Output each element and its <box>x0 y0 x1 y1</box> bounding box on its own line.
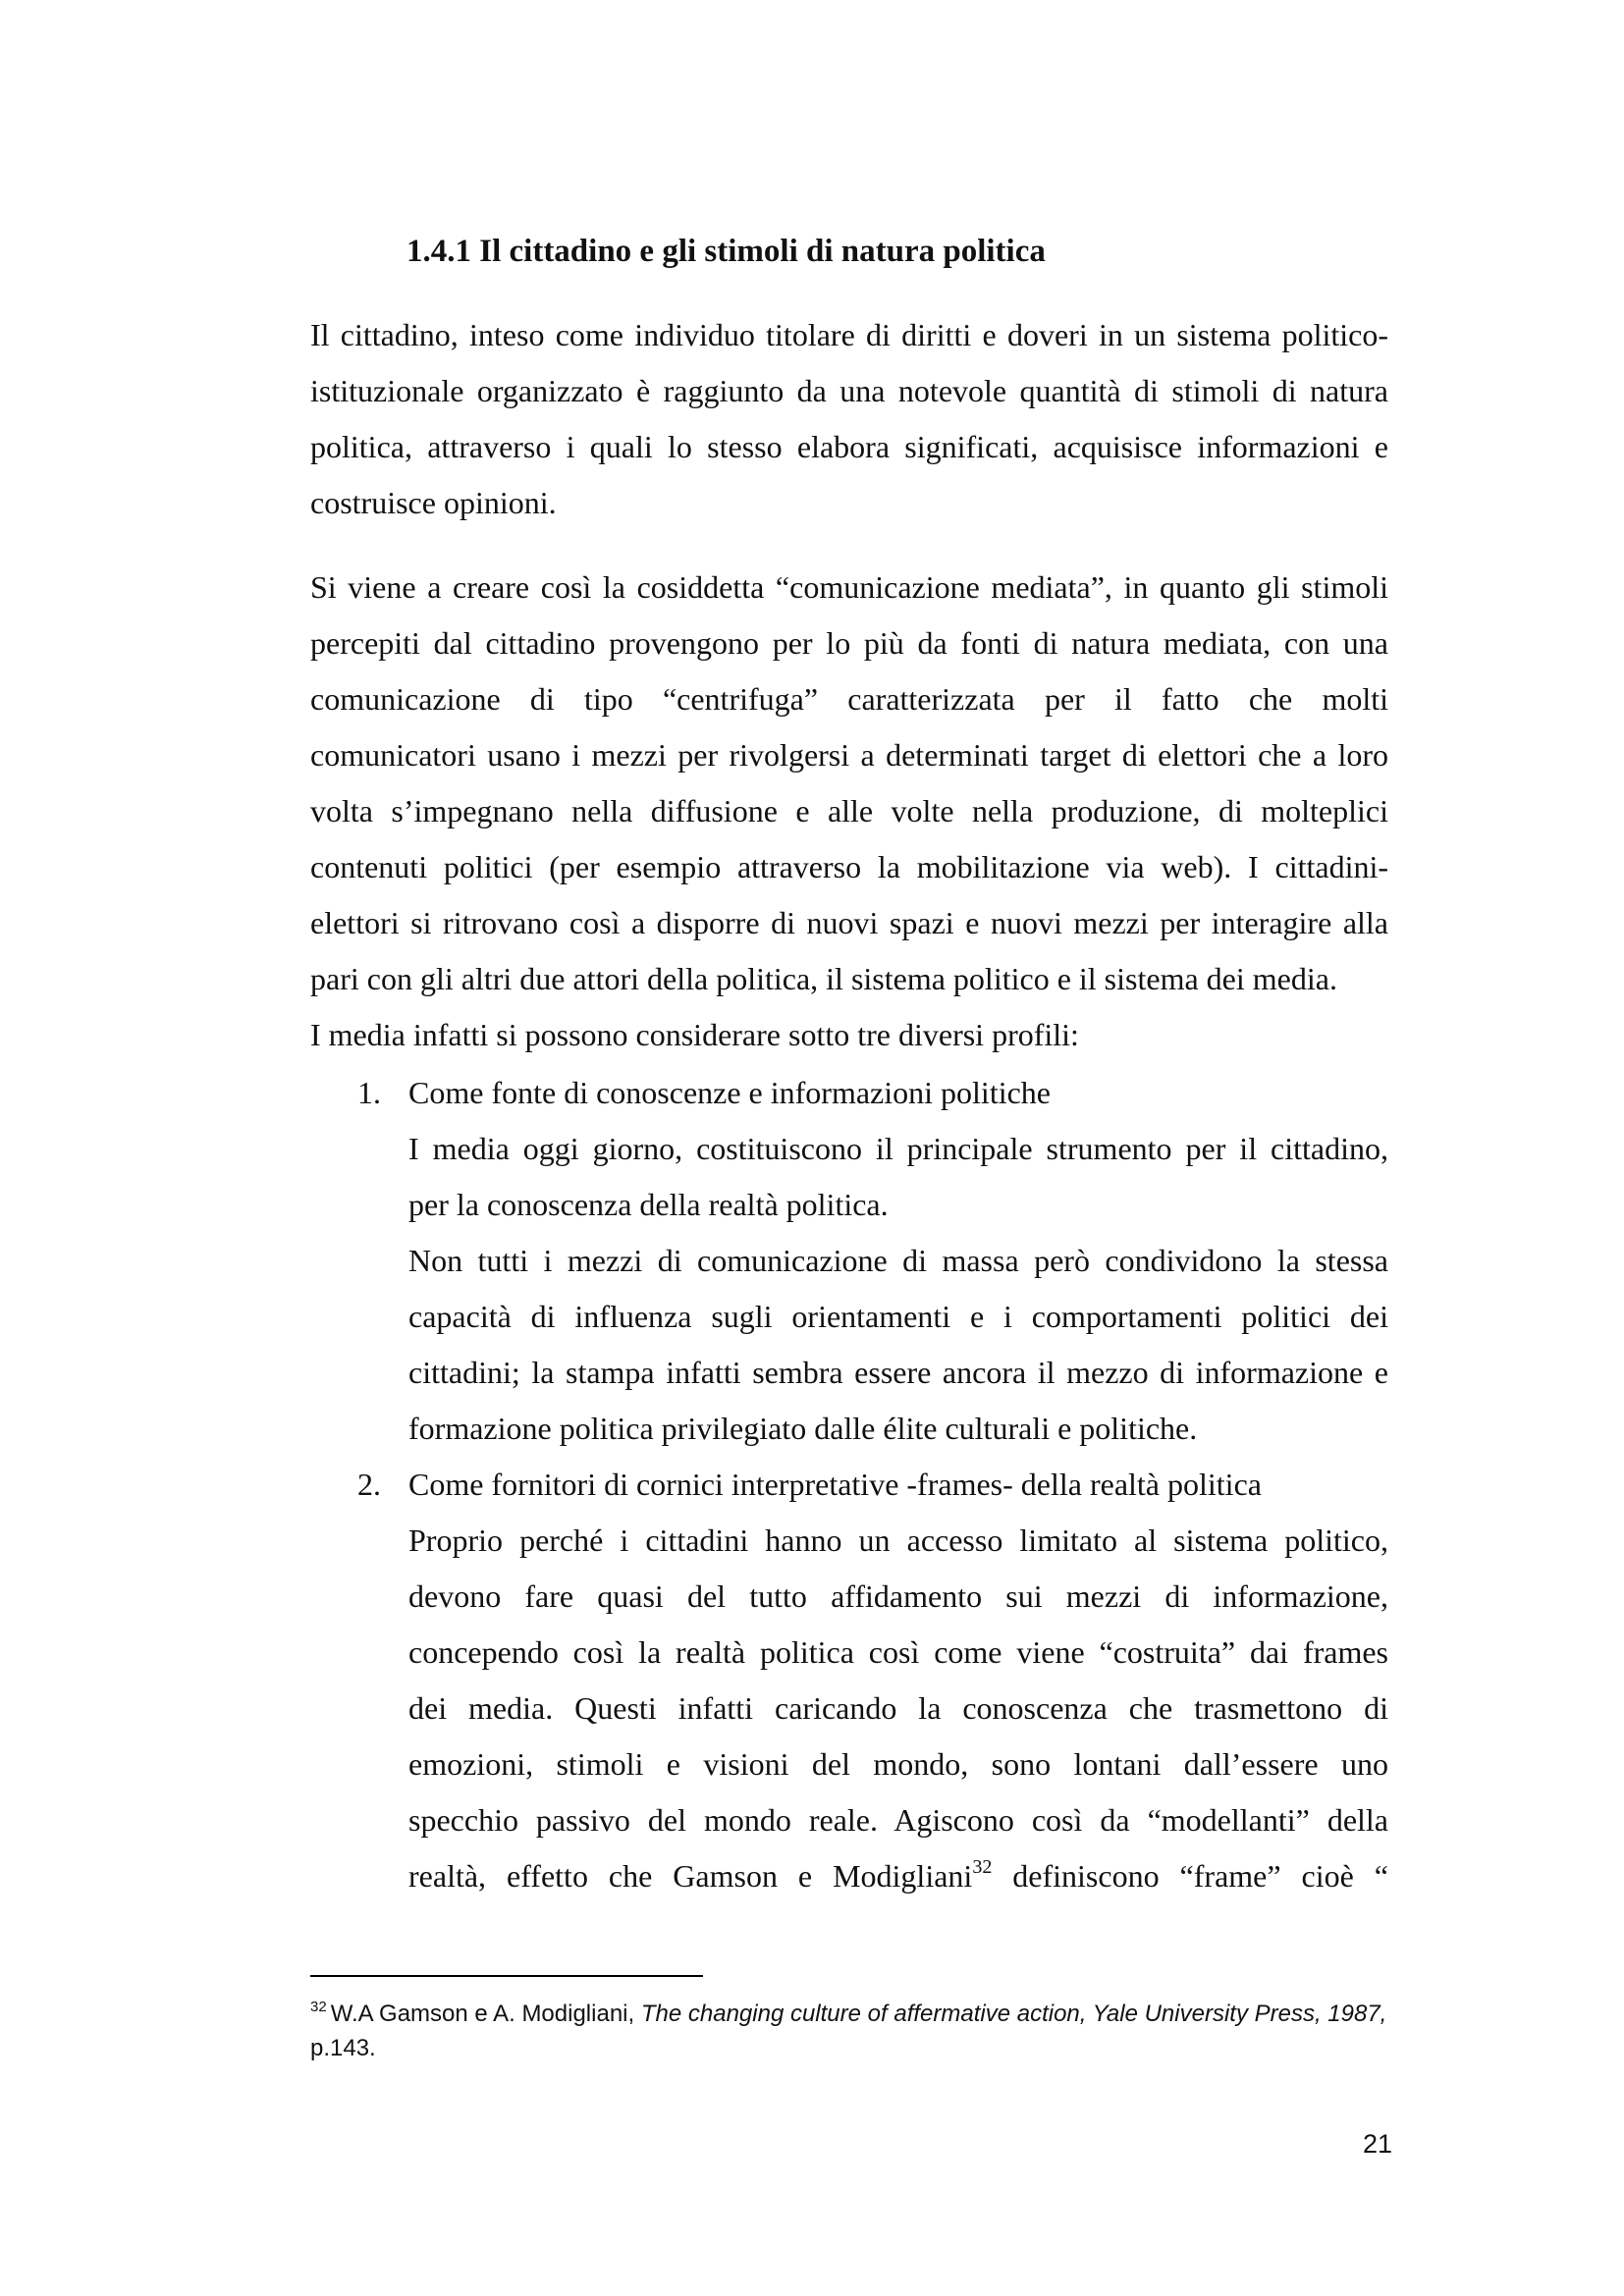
list-item-title: Come fornitori di cornici interpretative -frames- della realtà politica <box>408 1467 1262 1502</box>
paragraph-2 <box>310 560 1388 1063</box>
list-line: capacità di influenza sugli orientamenti e i comportamenti politici dei <box>408 1299 1388 1334</box>
page-number: 21 <box>1363 2129 1393 2159</box>
footnote <box>310 1999 1388 2064</box>
list-item <box>310 1065 1388 1457</box>
paragraph-1 <box>310 307 1388 531</box>
list-item-number: 2. <box>357 1467 381 1502</box>
paragraph-line: costruisce opinioni. <box>310 485 557 520</box>
list-item-title-row <box>310 1065 1388 1121</box>
list-item-body <box>310 1121 1388 1457</box>
paragraph-line: percepiti dal cittadino provengono per lo più da fonti di natura mediata, con una <box>310 625 1388 661</box>
list-item-number: 1. <box>357 1075 381 1110</box>
paragraph-line: pari con gli altri due attori della politica, il sistema politico e il sistema dei media. <box>310 961 1337 996</box>
list-line: Non tutti i mezzi di comunicazione di massa però condividono la stessa <box>408 1243 1388 1278</box>
list-line: I media oggi giorno, costituiscono il principale strumento per il cittadino, <box>408 1131 1388 1166</box>
section-heading: 1.4.1 Il cittadino e gli stimoli di natura politica <box>406 234 1046 269</box>
footnote-divider <box>310 1975 703 1977</box>
paragraph-line: Il cittadino, inteso come individuo titolare di diritti e doveri in un sistema politico- <box>310 317 1388 352</box>
list-line-text: definiscono “frame” cioè “ <box>992 1858 1389 1894</box>
paragraph-line: comunicazione di tipo “centrifuga” caratterizzata per il fatto che molti <box>310 681 1388 717</box>
paragraph-line: I media infatti si possono considerare sotto tre diversi profili: <box>310 1017 1079 1052</box>
paragraph-line: Si viene a creare così la cosiddetta “comunicazione mediata”, in quanto gli stimoli <box>310 569 1388 605</box>
list-line: emozioni, stimoli e visioni del mondo, sono lontani dall’essere uno <box>408 1746 1388 1782</box>
paragraph-line: comunicatori usano i mezzi per rivolgersi a determinati target di elettori che a loro <box>310 737 1388 773</box>
list-item-title: Come fonte di conoscenze e informazioni politiche <box>408 1075 1051 1110</box>
list-line: per la conoscenza della realtà politica. <box>408 1187 889 1222</box>
footnote-text: p.143. <box>310 2035 376 2061</box>
paragraph-line: politica, attraverso i quali lo stesso elabora significati, acquisisce informazioni e <box>310 429 1388 464</box>
footnote-italic-text: The changing culture of affermative action, Yale University Press, 1987, <box>640 2001 1387 2027</box>
list-line: formazione politica privilegiato dalle élite culturali e politiche. <box>408 1411 1198 1446</box>
list-line: concependo così la realtà politica così come viene “costruita” dai frames <box>408 1634 1388 1670</box>
list-item-body <box>310 1513 1388 1909</box>
footnote-reference[interactable]: 32 <box>972 1856 993 1878</box>
paragraph-line: elettori si ritrovano così a disporre di nuovi spazi e nuovi mezzi per interagire alla <box>310 905 1388 940</box>
footnote-mark: 32 <box>310 1999 327 2015</box>
list-line: cittadini; la stampa infatti sembra essere ancora il mezzo di informazione e <box>408 1355 1388 1390</box>
list-line: specchio passivo del mondo reale. Agiscono così da “modellanti” della <box>408 1802 1388 1838</box>
numbered-list <box>310 1065 1388 1909</box>
list-item <box>310 1457 1388 1909</box>
paragraph-line: contenuti politici (per esempio attraverso la mobilitazione via web). I cittadini- <box>310 849 1388 884</box>
list-line: devono fare quasi del tutto affidamento sui mezzi di informazione, <box>408 1578 1388 1614</box>
list-line-text: realtà, effetto che Gamson e Modigliani <box>408 1858 973 1894</box>
list-line: Proprio perché i cittadini hanno un accesso limitato al sistema politico, <box>408 1522 1388 1558</box>
list-line-with-footnote-ref <box>408 1848 1388 1909</box>
footnote-text: W.A Gamson e A. Modigliani, <box>330 2001 641 2027</box>
list-item-title-row <box>310 1457 1388 1513</box>
list-line: dei media. Questi infatti caricando la conoscenza che trasmettono di <box>408 1690 1388 1726</box>
paragraph-line: istituzionale organizzato è raggiunto da una notevole quantità di stimoli di natura <box>310 373 1388 408</box>
paragraph-line: volta s’impegnano nella diffusione e alle volte nella produzione, di molteplici <box>310 793 1388 828</box>
